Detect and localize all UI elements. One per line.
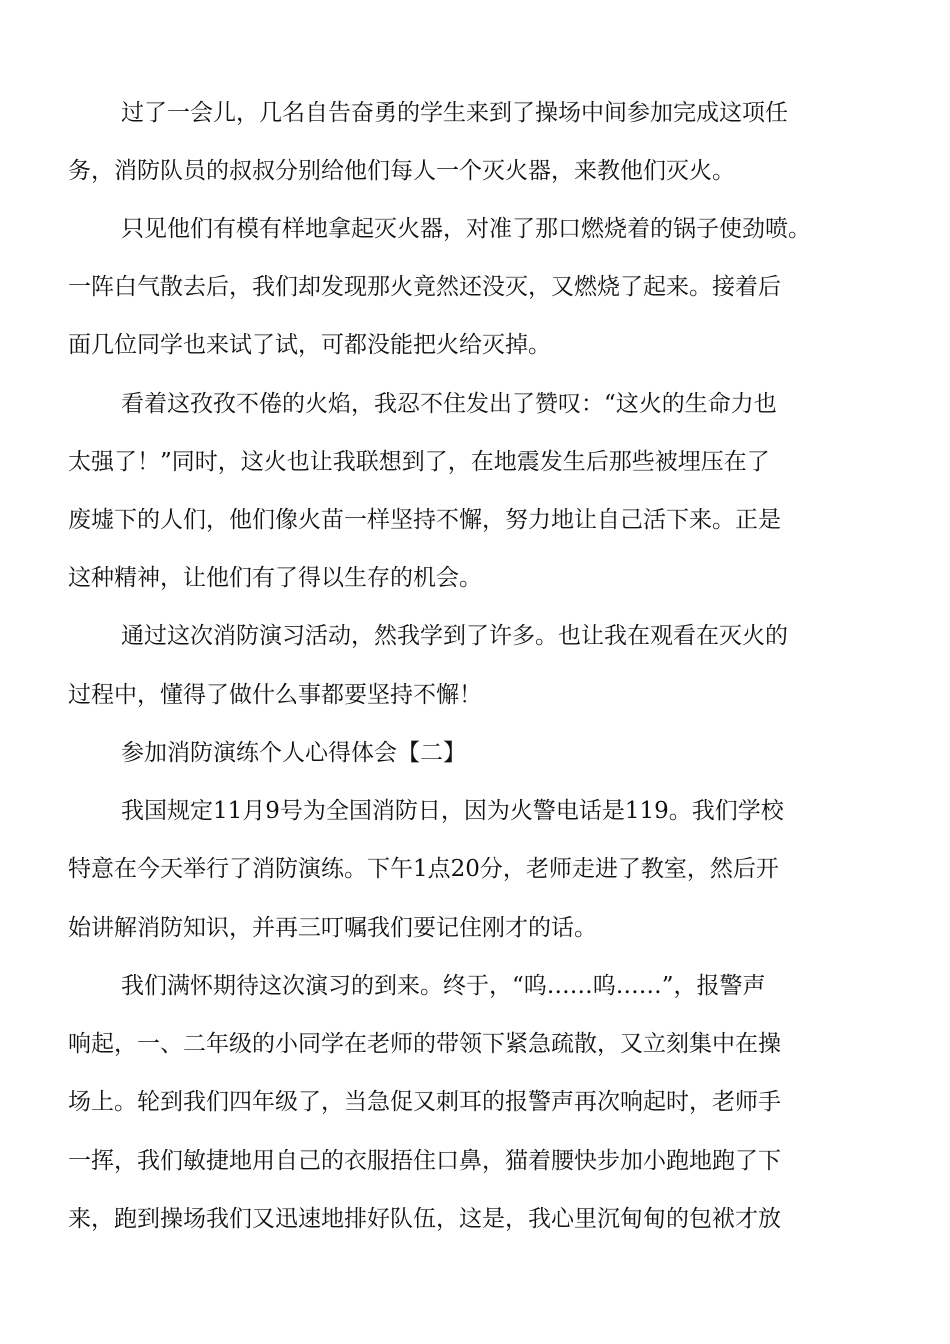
text-line: 看着这孜孜不倦的火焰，我忍不住发出了赞叹：“这火的生命力也 (121, 391, 777, 417)
text-line: 只见他们有模有样地拿起灭火器，对准了那口燃烧着的锅子使劲喷。 (121, 216, 811, 242)
text-line: 这种精神，让他们有了得以生存的机会。 (68, 565, 482, 591)
text-line: 特意在今天举行了消防演练。下午1点20分，老师走进了教室，然后开 (68, 856, 779, 882)
text-line: 废墟下的人们，他们像火苗一样坚持不懈，努力地让自己活下来。正是 (68, 507, 781, 533)
text-line: 一挥，我们敏捷地用自己的衣服捂住口鼻，猫着腰快步加小跑地跑了下 (68, 1148, 781, 1174)
text-line: 我国规定11月9号为全国消防日，因为火警电话是119。我们学校 (121, 798, 784, 824)
text-line: 一阵白气散去后，我们却发现那火竟然还没灭，又燃烧了起来。接着后 (68, 274, 781, 300)
text-line: 始讲解消防知识，并再三叮嘱我们要记住刚才的话。 (68, 915, 597, 941)
text-line: 务，消防队员的叔叔分别给他们每人一个灭火器，来教他们灭火。 (68, 158, 735, 184)
text-line: 场上。轮到我们四年级了，当急促又刺耳的报警声再次响起时，老师手 (68, 1089, 781, 1115)
text-line: 我们满怀期待这次演习的到来。终于，“呜……呜……”，报警声 (121, 973, 766, 999)
text-line: 响起，一、二年级的小同学在老师的带领下紧急疏散，又立刻集中在操 (68, 1031, 781, 1057)
text-line: 过了一会儿，几名自告奋勇的学生来到了操场中间参加完成这项任 (121, 100, 788, 126)
text-line: 面几位同学也来试了试，可都没能把火给灭掉。 (68, 332, 551, 358)
text-line: 过程中，懂得了做什么事都要坚持不懈！ (68, 682, 482, 708)
text-line: 太强了！”同时，这火也让我联想到了，在地震发生后那些被埋压在了 (68, 449, 770, 475)
section-heading: 参加消防演练个人心得体会【二】 (121, 740, 466, 766)
text-line: 来，跑到操场我们又迅速地排好队伍，这是，我心里沉甸甸的包袱才放 (68, 1206, 781, 1232)
text-line: 通过这次消防演习活动，然我学到了许多。也让我在观看在灭火的 (121, 623, 788, 649)
